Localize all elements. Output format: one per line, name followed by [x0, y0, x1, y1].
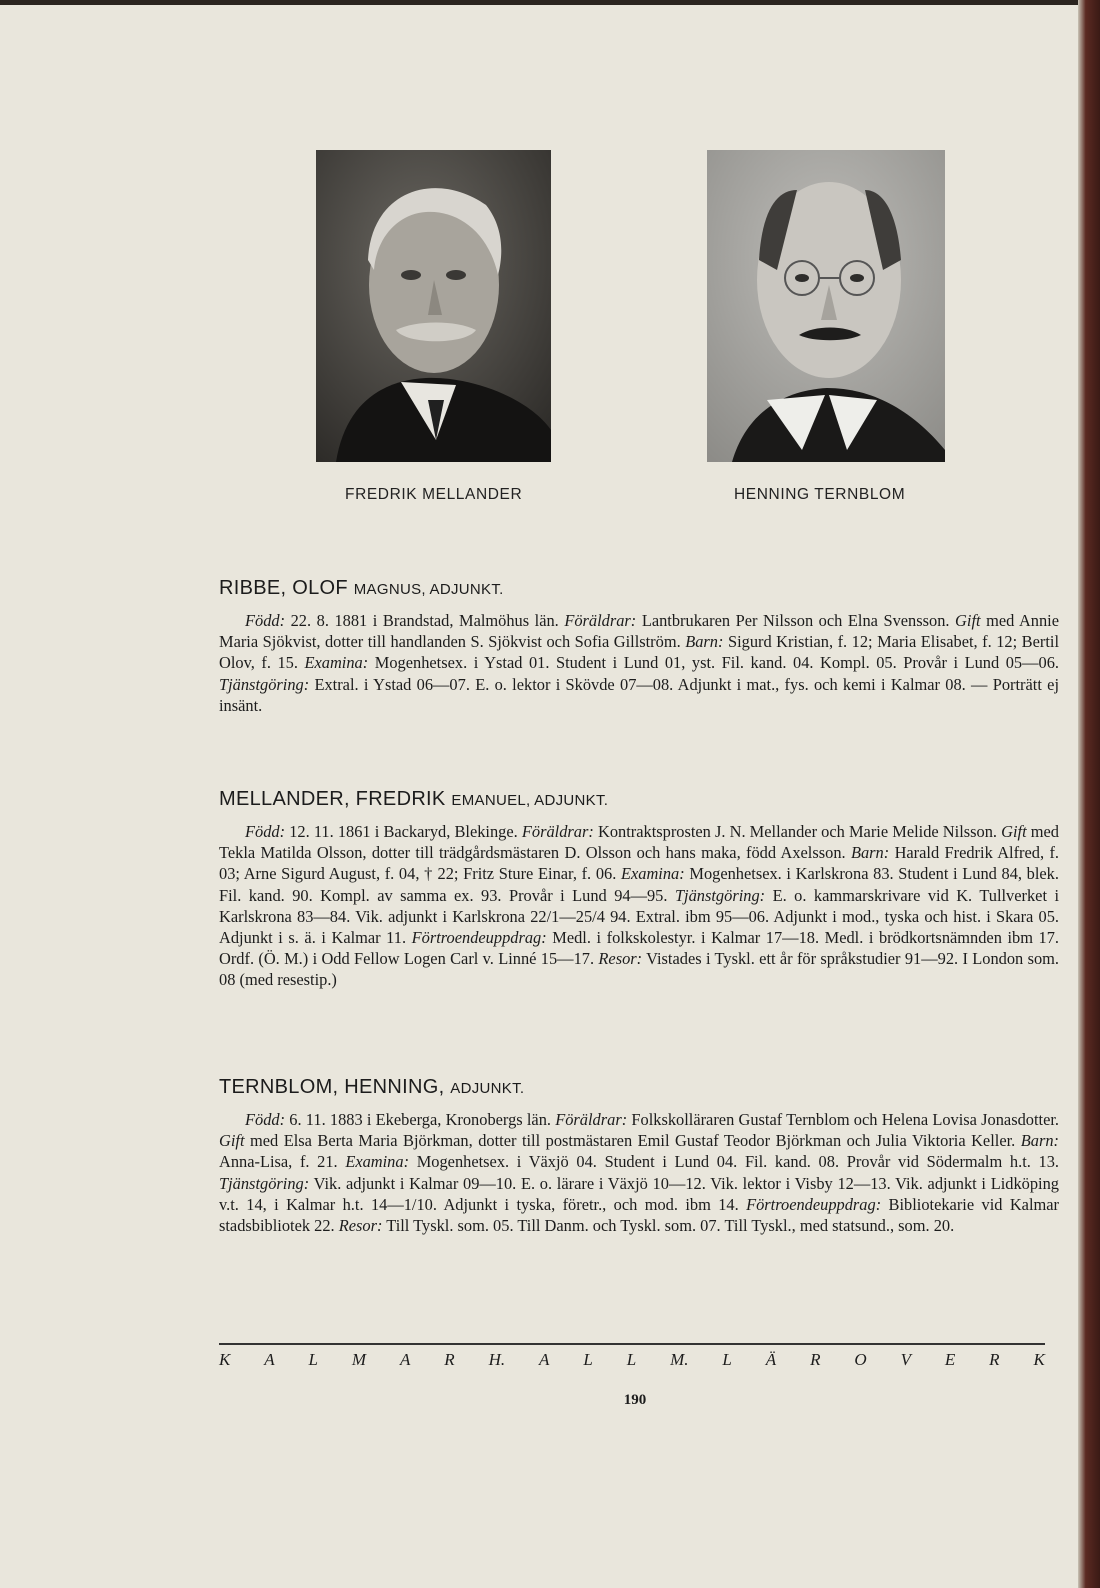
entry-given-name: HENNING,	[344, 1076, 445, 1098]
entry-surname: MELLANDER,	[219, 788, 350, 810]
entry-given-name: OLOF	[292, 577, 348, 599]
entry-heading	[219, 577, 1059, 600]
field-label: Resor:	[598, 949, 643, 969]
field-label: Examina:	[620, 864, 685, 884]
footer-letter: O	[854, 1350, 867, 1369]
field-label: Gift	[219, 1131, 245, 1151]
field-label: Född:	[245, 822, 286, 841]
footer-letter: V	[900, 1350, 911, 1369]
field-label: Tjänstgöring:	[219, 1173, 310, 1193]
field-label: Föräldrar:	[521, 822, 594, 841]
footer-letter: M	[351, 1350, 367, 1369]
field-label: Gift	[955, 611, 981, 630]
field-label: Tjänstgöring:	[674, 885, 766, 905]
field-label: Föräldrar:	[555, 1110, 628, 1129]
footer-letter: K	[1033, 1350, 1045, 1369]
footer-letter: L	[308, 1350, 319, 1369]
page-spine-edge	[1078, 0, 1100, 1588]
footer-letter: Ä	[765, 1350, 777, 1369]
entry-mellander	[219, 788, 1059, 991]
footer-letter: M.	[670, 1350, 689, 1369]
running-footer	[219, 1350, 1045, 1370]
field-label: Förtroendeuppdrag:	[411, 928, 547, 948]
footer-letter: A	[264, 1350, 275, 1369]
footer-letter: K	[219, 1350, 231, 1369]
field-label: Barn:	[1020, 1131, 1059, 1151]
entry-title: ADJUNKT.	[450, 1080, 525, 1097]
footer-letter: L	[626, 1350, 637, 1369]
footer-letter: R	[810, 1350, 821, 1369]
entry-given-name: FREDRIK	[355, 788, 446, 810]
field-label: Föräldrar:	[564, 611, 637, 630]
footer-letter: A	[539, 1350, 550, 1369]
portrait-photo-mellander	[316, 150, 551, 462]
portrait-caption-mellander: FREDRIK MELLANDER	[345, 486, 523, 503]
page-number: 190	[623, 1392, 647, 1408]
entry-title: MAGNUS, ADJUNKT.	[353, 581, 504, 598]
entry-surname: RIBBE,	[219, 577, 287, 599]
field-label: Gift	[1001, 822, 1027, 841]
entry-heading	[219, 1076, 1059, 1099]
entry-title: EMANUEL, ADJUNKT.	[451, 792, 609, 809]
entry-body: Född: 22. 8. 1881 i Brandstad, Malmöhus län. Föräldrar: Lantbrukaren Per Nilsson och Elna Svensson. Gift med Annie Maria Sjökvist, dotter till handlanden S. Sjökvist och Sofia Gillström. Barn: Sigurd Kristian, f. 12; Maria Elisabet, f. 12; Bertil Olov, f. 15. Examina: Mogenhetsex. i Ystad 01. Student i Lund 01, yst. Fil. kand. 04. Kompl. 05. Provår i Lund 05—06. Tjänstgöring: Extral. i Ystad 06—07. E. o. lektor i Skövde 07—08. Adjunkt i mat., fys. och kemi i Kalmar 08. — Porträtt ej insänt.	[219, 611, 1060, 715]
field-label: Examina:	[345, 1152, 410, 1172]
field-label: Förtroendeuppdrag:	[746, 1194, 882, 1214]
footer-letter: L	[583, 1350, 593, 1369]
field-label: Tjänstgöring:	[219, 674, 310, 694]
field-label: Examina:	[304, 653, 369, 673]
field-label: Född:	[245, 611, 286, 630]
page-top-edge	[0, 0, 1100, 5]
footer-rule	[219, 1343, 1045, 1345]
entry-ribbe	[219, 577, 1059, 716]
field-label: Barn:	[850, 843, 890, 863]
entry-ternblom	[219, 1076, 1059, 1236]
field-label: Barn:	[685, 632, 724, 652]
footer-letter: E	[944, 1350, 956, 1369]
field-label: Resor:	[338, 1216, 383, 1236]
footer-letter: A	[400, 1350, 411, 1369]
entry-body: Född: 12. 11. 1861 i Backaryd, Blekinge. Föräldrar: Kontraktsprosten J. N. Mellander och Marie Melide Nilsson. Gift med Tekla Matilda Olsson, dotter till trädgårdsmästaren D. Olsson och hans maka, född Axelsson. Barn: Harald Fredrik Alfred, f. 03; Arne Sigurd August, f. 04, † 22; Fritz Sture Einar, f. 06. Examina: Mogenhetsex. i Karlskrona 83. Student i Lund 84, blek. Fil. kand. 90. Kompl. av samma ex. 93. Provår i Lund 94—95. Tjänstgöring: E. o. kammarskrivare vid K. Tullverket i Karlskrona 83—84. Vik. adjunkt i Karlskrona 22/1—25/4 94. Extral. ibm 95—06. Adjunkt i mod., tyska och hist. i Skara 05. Adjunkt i s. ä. i Kalmar 11. Förtroendeuppdrag: Medl. i folkskolestyr. i Kalmar 17—18. Medl. i brödkortsnämnden ibm 17. Ordf. (Ö. M.) i Odd Fellow Logen Carl v. Linné 15—17. Resor: Vistades i Tyskl. ett år för språkstudier 91—92. I London som. 08 (med resestip.)	[219, 822, 1060, 990]
field-label: Född:	[245, 1110, 286, 1129]
footer-letter: R	[989, 1350, 1000, 1369]
entry-heading	[219, 788, 1059, 811]
footer-letter: L	[722, 1350, 732, 1369]
portrait-photo-ternblom	[707, 150, 945, 462]
footer-letter: R	[444, 1350, 455, 1369]
entry-surname: TERNBLOM,	[219, 1076, 339, 1098]
portrait-caption-ternblom: HENNING TERNBLOM	[734, 486, 906, 503]
entry-body: Född: 6. 11. 1883 i Ekeberga, Kronobergs län. Föräldrar: Folkskolläraren Gustaf Ternblom och Helena Lovisa Jonasdotter. Gift med Elsa Berta Maria Björkman, dotter till postmästaren Emil Gustaf Teodor Björkman och Julia Viktoria Keller. Barn: Anna-Lisa, f. 21. Examina: Mogenhetsex. i Växjö 04. Student i Lund 04. Fil. kand. 08. Provår vid Södermalm h.t. 13. Tjänstgöring: Vik. adjunkt i Kalmar 09—10. E. o. lärare i Växjö 10—12. Vik. lektor i Visby 12—13. Vik. adjunkt i Lidköping v.t. 14, i Kalmar h.t. 14—1/10. Adjunkt i tyska, företr., och mod. ibm 14. Förtroendeuppdrag: Bibliotekarie vid Kalmar stadsbibliotek 22. Resor: Till Tyskl. som. 05. Till Danm. och Tyskl. som. 07. Till Tyskl., med statsund., som. 20.	[219, 1110, 1059, 1236]
footer-letter: H.	[488, 1350, 506, 1369]
